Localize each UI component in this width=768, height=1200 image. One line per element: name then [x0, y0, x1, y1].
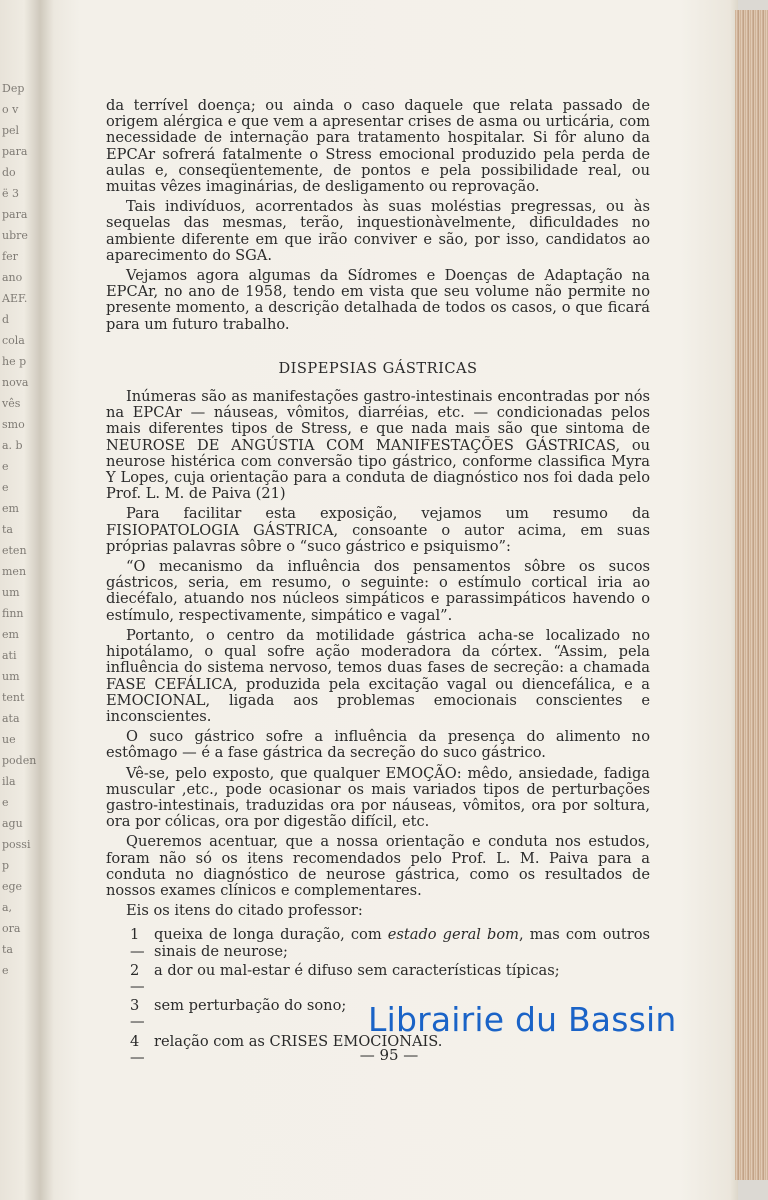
list-item-text-part: , mas com outros sinais de neurose;: [154, 926, 651, 960]
section-paragraph-7: Queremos acentuar, que a nossa orientação e conduta nos estudos, foram não só os itens recomendados pelo Prof. L. M. Paiva para a conduta no diagnóstico de neurose gástrica, como os resultados de nossos exames clínicos e complementares.: [106, 833, 650, 899]
left-page-fragment: ila: [2, 775, 16, 788]
list-item-number: 1 —: [130, 926, 145, 960]
left-page-fragment: ora: [2, 922, 21, 935]
left-page-fragment: e: [2, 964, 9, 977]
left-page-fragment: ano: [2, 271, 23, 284]
page-edges: [735, 10, 768, 1180]
list-item: [106, 927, 650, 959]
left-page-fragment: fer: [2, 250, 18, 263]
left-page-fragment: um: [2, 586, 20, 599]
list-item-text: [154, 927, 650, 959]
left-page-fragment: pel: [2, 124, 20, 137]
left-page-fragment: he p: [2, 355, 27, 368]
section-title: DISPEPSIAS GÁSTRICAS: [278, 359, 478, 377]
left-page-fragment: e: [2, 481, 9, 494]
paragraph-2: Tais indivíduos, acorrentados às suas moléstias pregressas, ou às sequelas das mesmas, terão, inquestionàvelmente, dificuldades no ambiente diferente em que irão conviver e são, por isso, candidatos ao aparecimento do SGA.: [106, 198, 650, 264]
list-item-text-part: queixa de longa duração, com: [154, 926, 388, 944]
left-page-fragment: a,: [2, 901, 13, 914]
left-page-fragment: ata: [2, 712, 20, 725]
left-page-fragment: o v: [2, 103, 19, 116]
left-page-fragment: ati: [2, 649, 17, 662]
paragraph-3: Vejamos agora algumas da Sídromes e Doenças de Adaptação na EPCAr, no ano de 1958, tendo em vista que seu volume não permite no presente momento, a descrição detalhada de todos os casos, o que ficará para um futuro trabalho.: [106, 267, 650, 333]
left-page-fragment: ta: [2, 943, 13, 956]
list-item-number: 2 —: [130, 961, 145, 995]
list-item-italic: estado geral bom: [387, 926, 520, 944]
left-page-fragment: tent: [2, 691, 25, 704]
left-page-fragment: p: [2, 859, 10, 872]
list-item-text: a dor ou mal-estar é difuso sem características típicas;: [154, 961, 560, 979]
section-paragraph-4: Portanto, o centro da motilidade gástrica acha-se localizado no hipotálamo, o qual sofre ação moderadora da córtex. “Assim, pela influência do sistema nervoso, temos duas fases de secreção: a chamada FASE CEFÁLICA, produzida pela excitação vagal ou diencefálica, e a EMOCIONAL, ligada aos problemas emocionais conscientes e inconscientes.: [106, 626, 650, 725]
left-page-fragment: men: [2, 565, 27, 578]
left-page-fragment: AEF.: [2, 292, 28, 305]
page-text: [106, 98, 650, 1069]
left-page-fragment: poden: [2, 754, 37, 767]
left-page-fragment: possi: [2, 838, 31, 851]
left-page-fragment: d: [2, 313, 10, 326]
left-page-edge: [0, 0, 40, 1200]
left-page-fragment: Dep: [2, 82, 25, 95]
left-page-fragment: do: [2, 166, 16, 179]
left-page-fragment: a. b: [2, 439, 23, 452]
left-page-fragment: cola: [2, 334, 25, 347]
left-page-fragment: nova: [2, 376, 29, 389]
watermark-text: Librairie du Bassin: [368, 1000, 677, 1039]
left-page-fragment: em: [2, 502, 19, 515]
left-page-fragment: finn: [2, 607, 24, 620]
paragraph-1: da terrível doença; ou ainda o caso daquele que relata passado de origem alérgica e que vem a apresentar crises de asma ou urticária, com necessidade de internação para tratamento hospitalar. Si fôr aluno da EPCAr sofrerá fatalmente o Stress emocional produzido pela perda de aulas e, conseqüentemente, de pontos e pela possibilidade real, ou muitas vêzes imaginárias, de desligamento ou reprovação.: [106, 97, 650, 196]
left-page-fragment: vês: [2, 397, 21, 410]
list-item-text: sem perturbação do sono;: [154, 997, 347, 1015]
section-paragraph-2: Para facilitar esta exposição, vejamos um resumo da FISIOPATOLOGIA GÁSTRICA, consoante o autor acima, em suas próprias palavras sôbre o “suco gástrico e psiquismo”:: [106, 505, 650, 555]
list-item: [106, 963, 650, 995]
list-item-number: 3 —: [130, 997, 145, 1031]
left-page-fragment: para: [2, 145, 28, 158]
left-page-fragment: ue: [2, 733, 16, 746]
left-page-fragment: e: [2, 796, 9, 809]
section-paragraph-3: “O mecanismo da influência dos pensamentos sôbre os sucos gástricos, seria, em resumo, o seguinte: o estímulo cortical iria ao diecéfalo, atuando nos núcleos simpáticos e parassimpáticos havendo o estímulo, respectivamente, simpático e vagal”.: [106, 558, 650, 624]
section-paragraph-1: Inúmeras são as manifestações gastro-intestinais encontradas por nós na EPCAr — náuseas, vômitos, diarréias, etc. — condicionadas pelos mais diferentes tipos de Stress, e que nada mais são que sintoma de NEUROSE DE ANGÚSTIA COM MANIFESTAÇÕES GÁSTRICAS, ou neurose histérica com conversão tipo gástrico, conforme classifica Myra Y Lopes, cuja orientação para a conduta de diagnóstico nos foi dada pelo Prof. L. M. de Paiva (21): [106, 388, 650, 503]
left-page-fragment: ubre: [2, 229, 28, 242]
left-page-fragment: um: [2, 670, 20, 683]
page-number: — 95 —: [359, 1046, 419, 1064]
left-page-fragment: ta: [2, 523, 13, 536]
left-page-fragment: eten: [2, 544, 27, 557]
left-page-fragment: e: [2, 460, 9, 473]
section-paragraph-5: O suco gástrico sofre a influência da presença do alimento no estômago — é a fase gástrica da secreção do suco gástrico.: [106, 728, 650, 762]
left-page-fragment: para: [2, 208, 28, 221]
left-page-fragment: smo: [2, 418, 25, 431]
left-page-fragment: agu: [2, 817, 23, 830]
section-paragraph-8: Eis os itens do citado professor:: [126, 902, 363, 920]
left-page-fragment: ege: [2, 880, 23, 893]
left-page-fragment: ë 3: [2, 187, 20, 200]
list-item-text: relação com as CRISES EMOCIONAIS.: [154, 1032, 443, 1050]
list-item-number: 4 —: [130, 1032, 145, 1066]
left-page-fragment: em: [2, 628, 19, 641]
section-paragraph-6: Vê-se, pelo exposto, que qualquer EMOÇÃO: mêdo, ansiedade, fadiga muscular ,etc., pode ocasionar os mais variados tipos de perturbações gastro-intestinais, traduzidas ora por náuseas, vômitos, ora por soltura, ora por cólicas, ora por digestão difícil, etc.: [106, 764, 650, 831]
